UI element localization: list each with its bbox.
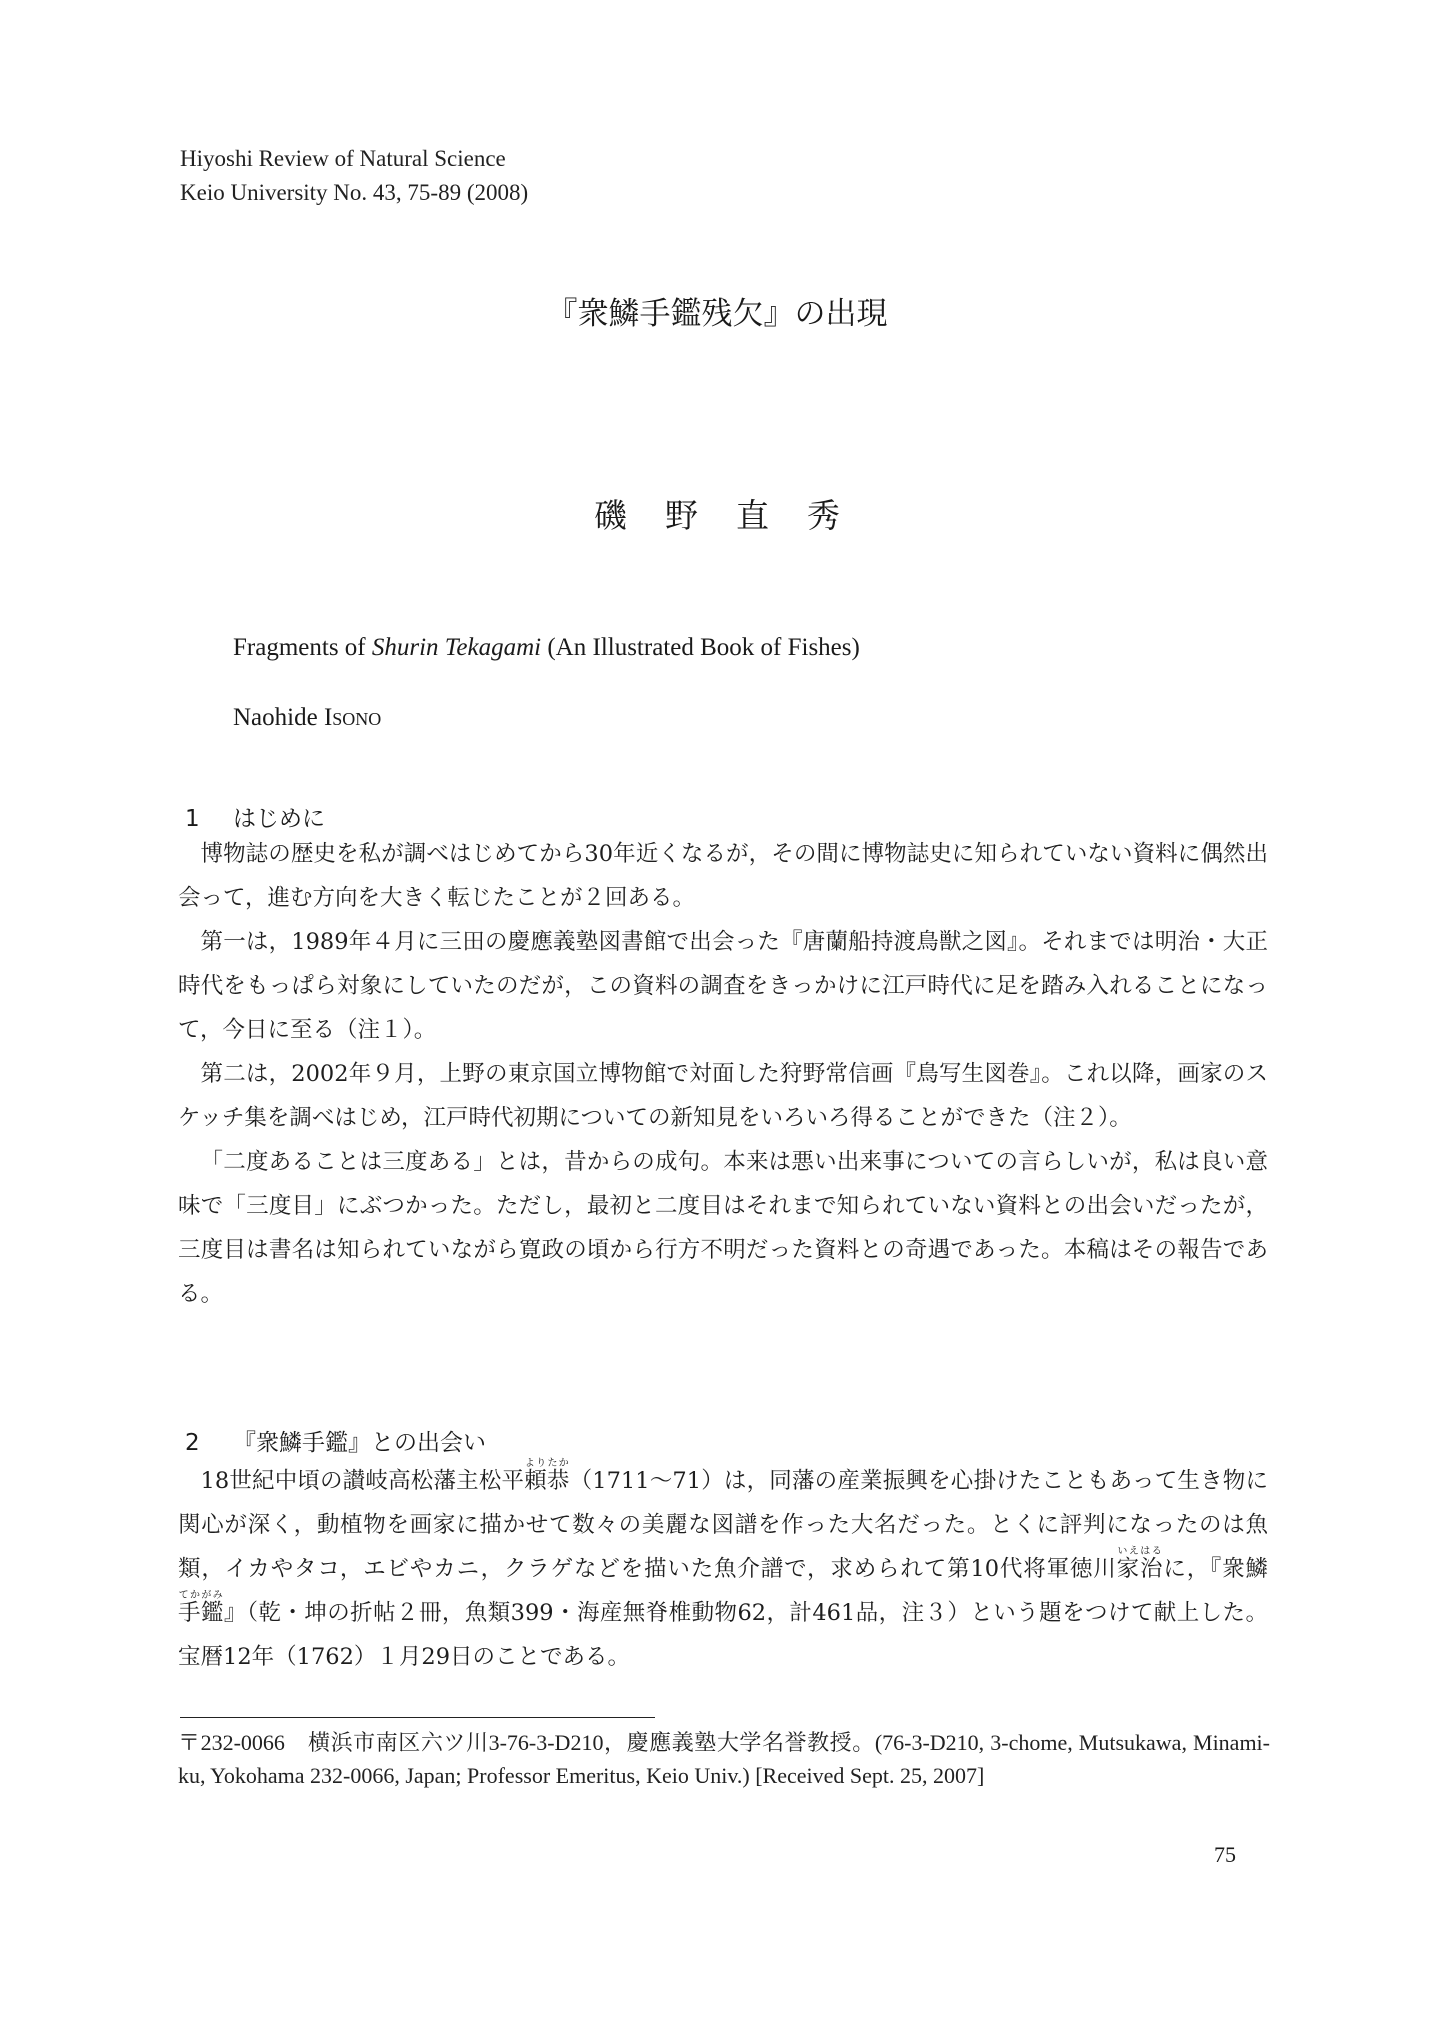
title-en-italic: Shurin Tekagami [371, 634, 542, 661]
paragraph: 「二度あることは三度ある」とは，昔からの成句。本来は悪い出来事についての言らしいが，私は良い意味で「三度目」にぶつかった。ただし，最初と二度目はそれまで知られていない資料との出会いだったが，三度目は書名は知られていながら寛政の頃から行方不明だった資料との奇遇であった。本稿はその報告である。 [178, 1149, 1268, 1307]
section-1-body [178, 832, 1268, 1316]
article-title-en [233, 634, 860, 662]
section-number: 2 [185, 1430, 200, 1456]
journal-issue: Keio University No. 43, 75-89 (2008) [180, 180, 529, 205]
ruby-annotation: 手鑑てかがみ [178, 1590, 224, 1626]
article-title-jp: 『衆鱗手鑑残欠』の出現 [546, 296, 888, 332]
footnote-affiliation: 〒232-0066 横浜市南区六ツ川3-76-3-D210，慶應義塾大学名誉教授。(76-3-D210, 3-chome, Mutsukawa, Minami-ku, Yokohama 232-0066, Japan; Professor Emeritus, Keio Univ.) [Received Sept. 25, 2007] [178, 1730, 1270, 1788]
journal-citation [180, 142, 528, 210]
author-en-last: Isono [323, 704, 382, 731]
paragraph: 博物誌の歴史を私が調べはじめてから30年近くなるが，その間に博物誌史に知られていない資料に偶然出会って，進む方向を大きく転じたことが２回ある。 [178, 841, 1268, 911]
ruby-annotation: 頼恭よりたか [524, 1458, 570, 1494]
author-name-jp: 磯野直秀 [594, 496, 878, 535]
author-name-en [233, 704, 381, 732]
paragraph: 18世紀中頃の讃岐高松藩主松平頼恭よりたか（1711～71）は，同藩の産業振興を心掛けたこともあって生き物に関心が深く，動植物を画家に描かせて数々の美麗な図譜を作った大名だった。とくに評判になったのは魚類，イカやタコ，エビやカニ，クラゲなどを描いた魚介譜で，求められて第10代将軍徳川家治いえはるに，『衆鱗手鑑てかがみ』（乾・坤の折帖２冊，魚類399・海産無脊椎動物62，計461品，注３）という題をつけて献上した。宝暦12年（1762）１月29日のことである。 [178, 1458, 1268, 1670]
section-2-body [178, 1458, 1268, 1679]
ruby-annotation: 家治いえはる [1116, 1546, 1164, 1582]
paragraph: 第一は，1989年４月に三田の慶應義塾図書館で出会った『唐蘭船持渡鳥獣之図』。それまでは明治・大正時代をもっぱら対象にしていたのだが，この資料の調査をきっかけに江戸時代に足を踏み入れることになって，今日に至る（注１）。 [178, 929, 1268, 1043]
title-en-prefix: Fragments of [233, 634, 372, 661]
page-number: 75 [1214, 1842, 1236, 1867]
section-title: 『衆鱗手鑑』との出会い [233, 1430, 486, 1456]
footnote-divider [180, 1717, 655, 1718]
title-en-suffix: (An Illustrated Book of Fishes) [541, 634, 860, 661]
journal-name: Hiyoshi Review of Natural Science [180, 146, 506, 171]
author-en-first: Naohide [233, 704, 324, 731]
section-title: はじめに [233, 806, 325, 832]
section-heading-1 [185, 800, 325, 833]
paragraph: 第二は，2002年９月，上野の東京国立博物館で対面した狩野常信画『鳥写生図巻』。これ以降，画家のスケッチ集を調べはじめ，江戸時代初期についての新知見をいろいろ得ることができた（注２）。 [178, 1061, 1268, 1131]
section-number: 1 [185, 806, 200, 832]
section-heading-2 [185, 1424, 486, 1457]
